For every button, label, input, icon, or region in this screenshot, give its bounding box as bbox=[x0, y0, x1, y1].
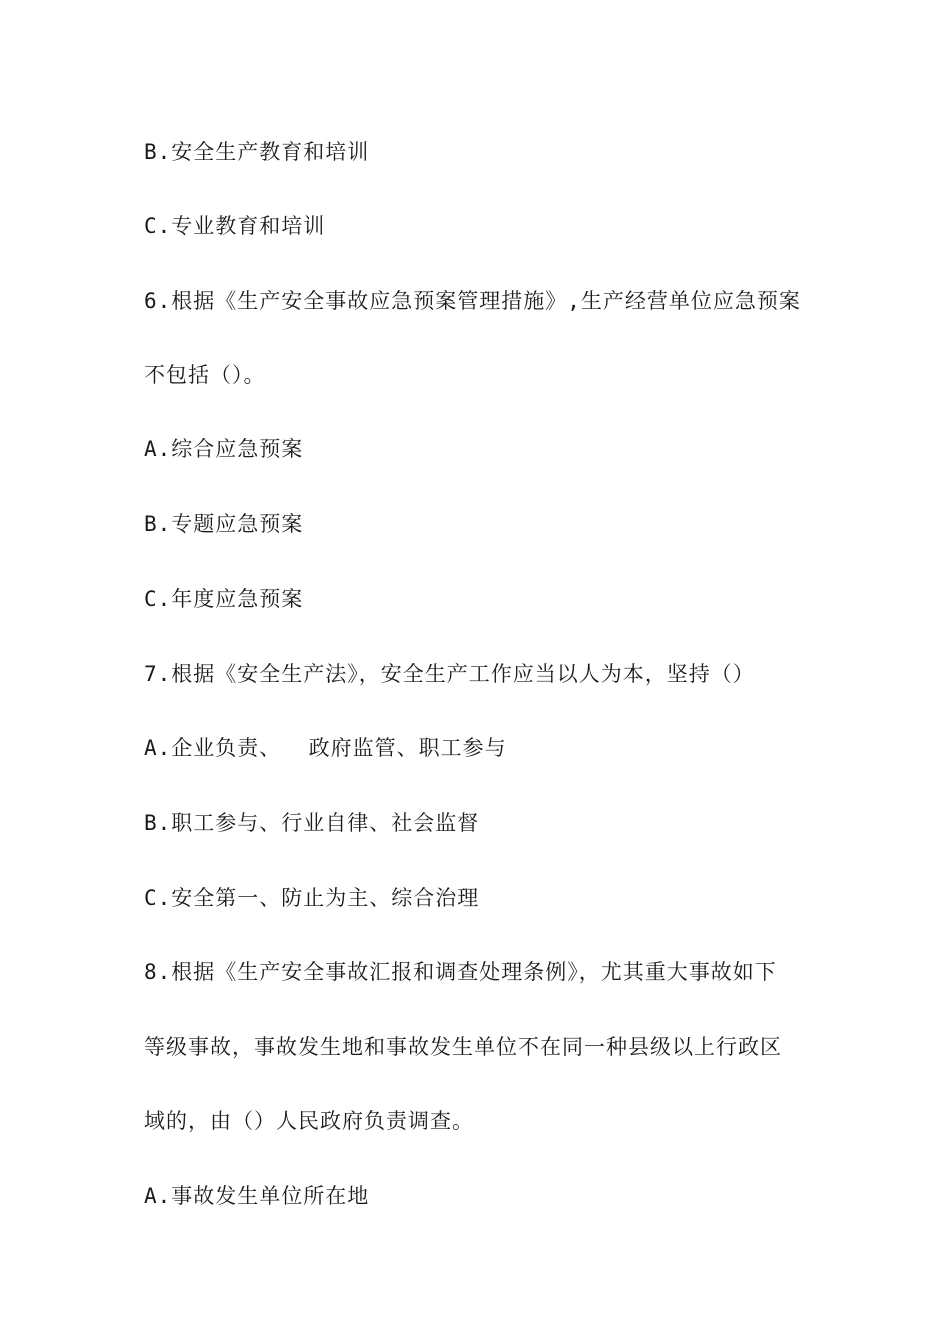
option-6c: C.年度应急预案 bbox=[144, 587, 304, 611]
question-8-line-2: 等级事故，事故发生地和事故发生单位不在同一种县级以上行政区 bbox=[144, 1035, 782, 1059]
option-6b: B.专题应急预案 bbox=[144, 512, 304, 536]
question-8-line-1: 8.根据《生产安全事故汇报和调查处理条例》，尤其重大事故如下 bbox=[144, 960, 777, 984]
option-7b: B.职工参与、行业自律、社会监督 bbox=[144, 811, 480, 835]
option-7a: A.企业负责、 政府监管、职工参与 bbox=[144, 736, 507, 760]
question-7: 7.根据《安全生产法》，安全生产工作应当以人为本，坚持（） bbox=[144, 662, 755, 686]
option-6a: A.综合应急预案 bbox=[144, 437, 304, 461]
option-5c: C.专业教育和培训 bbox=[144, 214, 326, 238]
option-5b: B.安全生产教育和培训 bbox=[144, 140, 370, 164]
option-7c: C.安全第一、防止为主、综合治理 bbox=[144, 886, 480, 910]
question-6-line-1: 6.根据《生产安全事故应急预案管理措施》,生产经营单位应急预案 bbox=[144, 289, 801, 313]
question-8-line-3: 域的，由（）人民政府负责调查。 bbox=[144, 1109, 474, 1133]
question-6-line-2: 不包括（）。 bbox=[144, 363, 266, 387]
option-8a: A.事故发生单位所在地 bbox=[144, 1184, 370, 1208]
